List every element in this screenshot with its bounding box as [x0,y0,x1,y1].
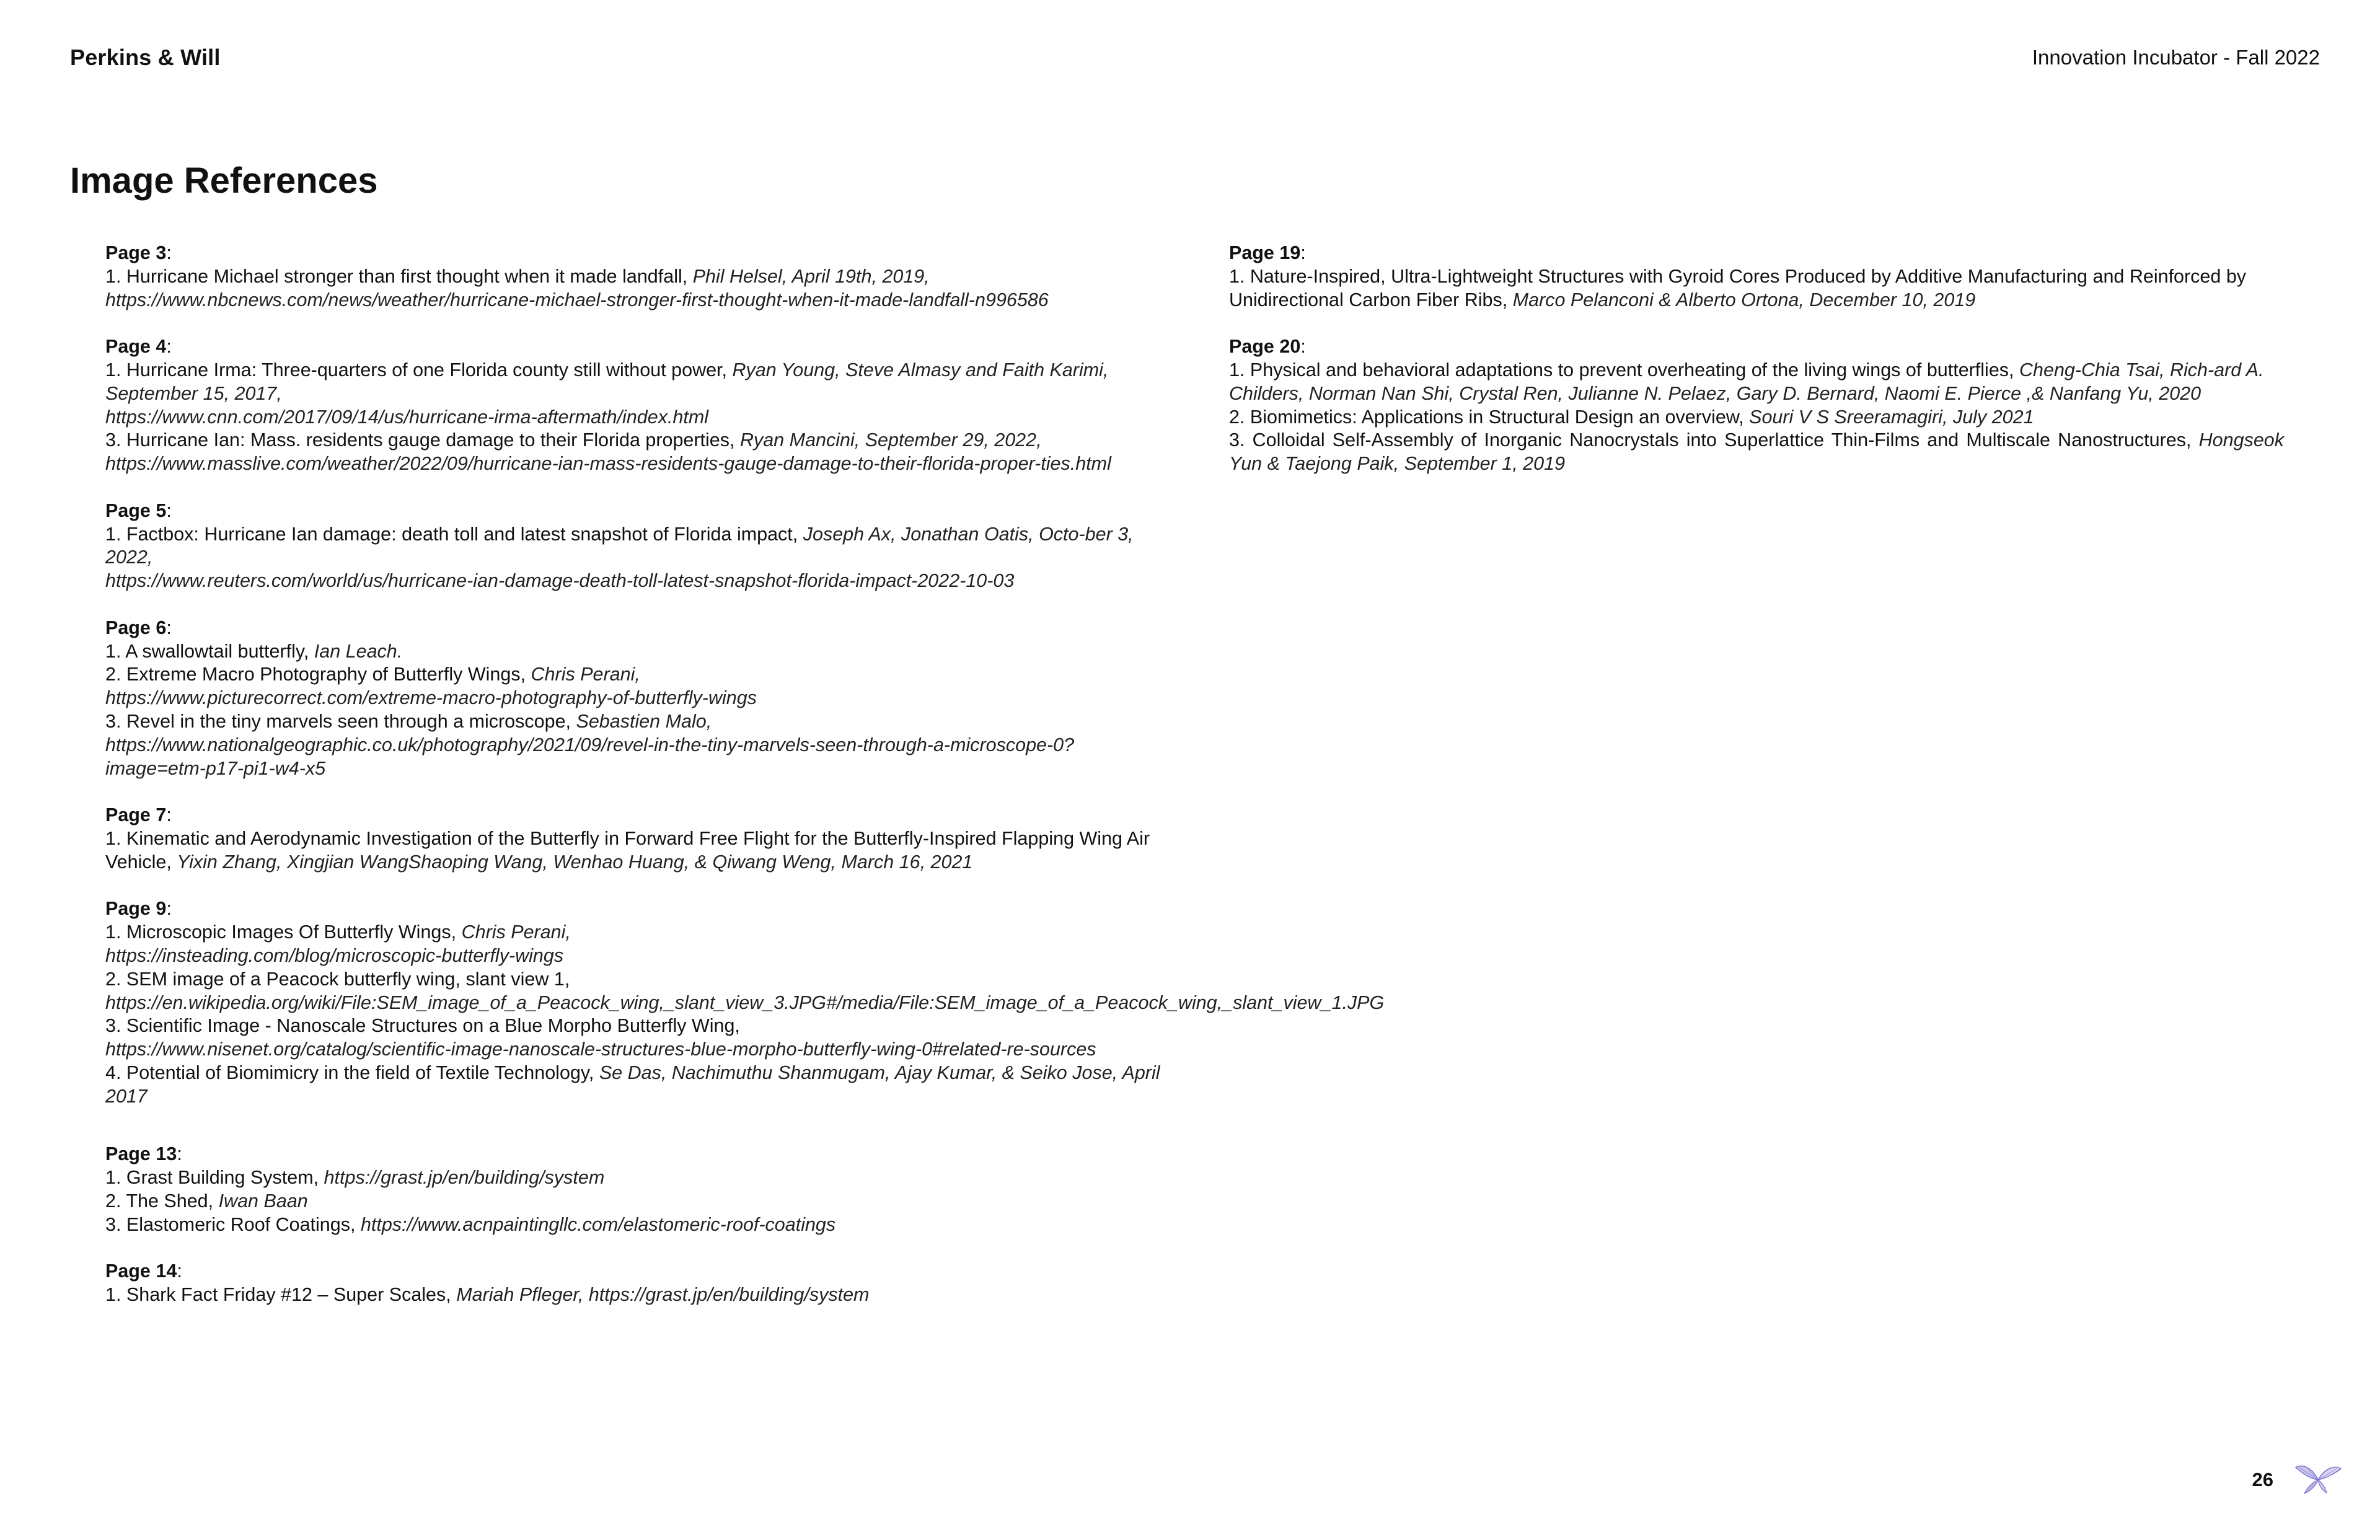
page-label-text: Page 4 [105,336,167,358]
reference-section [105,499,1162,593]
section-page-label: Page 19: [1229,242,1306,263]
reference-entry [1229,359,2284,406]
reference-entry [105,359,1162,429]
reference-citation: Mariah Pfleger, https://grast.jp/en/building/system [456,1284,870,1306]
reference-entry [105,1283,1162,1307]
page-label-text: Page 14 [105,1261,177,1282]
reference-entry [105,1213,1162,1237]
reference-entry [105,640,1162,664]
section-page-label: Page 3: [105,242,172,263]
program-title: Innovation Incubator - Fall 2022 [2032,46,2320,69]
reference-entry [105,827,1162,874]
section-page-label: Page 13: [105,1143,182,1165]
reference-entry [105,663,1162,710]
reference-url[interactable]: https://www.reuters.com/world/us/hurricane-ian-damage-death-toll-latest-snapshot-florida-impact-2022-10-03 [105,570,1015,592]
reference-citation: Iwan Baan [218,1190,308,1212]
reference-url[interactable]: https://www.nbcnews.com/news/weather/hurricane-michael-stronger-first-thought-when-it-made-landfall-n996586 [105,289,1049,310]
reference-url[interactable]: https://en.wikipedia.org/wiki/File:SEM_image_of_a_Peacock_wing,_slant_view_3.JPG#/media/File:SEM_image_of_a_Peacock_wing,_slant_view_1.JPG [105,992,1385,1013]
reference-citation: Ian Leach. [314,640,403,662]
reference-citation: Ryan Young, Steve Almasy and Faith Karimi, September 15, 2017, [105,359,1109,404]
reference-citation: Marco Pelanconi & Alberto Ortona, December 10, 2019 [1512,289,1976,310]
reference-entry [1229,429,2284,476]
reference-title: 3. Revel in the tiny marvels seen through a microscope, [105,710,576,732]
reference-section [105,804,1162,874]
reference-entry [105,523,1162,593]
reference-entry [105,710,1162,780]
reference-citation: Joseph Ax, Jonathan Oatis, Octo-ber 3, 2022, [105,523,1134,568]
reference-title: 3. Hurricane Ian: Mass. residents gauge damage to their Florida properties, [105,429,740,451]
reference-citation: https://www.acnpaintingllc.com/elastomeric-roof-coatings [360,1213,836,1235]
reference-section [105,1260,1162,1307]
reference-title: 2. Biomimetics: Applications in Structural Design an overview, [1229,406,1750,428]
reference-section [1229,335,2284,476]
reference-section [105,335,1162,476]
section-page-label: Page 4: [105,336,172,358]
butterfly-logo-icon [2293,1459,2343,1496]
reference-title: 1. Factbox: Hurricane Ian damage: death toll and latest snapshot of Florida impact, [105,523,803,545]
reference-citation: Souri V S Sreeramagiri, July 2021 [1749,406,2034,428]
references-right-column [1229,242,2284,499]
reference-entry [105,265,1162,312]
reference-title: 2. Extreme Macro Photography of Butterfly Wings, [105,664,531,685]
page-label-text: Page 7 [105,804,167,826]
reference-section [105,242,1162,312]
section-page-label: Page 14: [105,1261,182,1282]
section-page-label: Page 9: [105,898,172,920]
reference-title: 1. Kinematic and Aerodynamic Investigation of the Butterfly in Forward Free Flight for the Butterfly-Inspired Flapping Wing Air Vehicle, [105,827,1150,873]
page-label-text: Page 19 [1229,242,1301,263]
reference-citation: Cheng-Chia Tsai, Rich-ard A. Childers, Norman Nan Shi, Crystal Ren, Julianne N. Pelaez, Gary D. Bernard, Naomi E. Pierce ,& Nanfang Yu, 2020 [1229,359,2264,404]
reference-title: 1. Microscopic Images Of Butterfly Wings, [105,922,462,943]
reference-citation: Yixin Zhang, Xingjian WangShaoping Wang, Wenhao Huang, & Qiwang Weng, March 16, 2021 [177,851,973,873]
reference-title: 2. The Shed, [105,1190,219,1212]
section-page-label: Page 5: [105,499,172,521]
page-label-text: Page 20 [1229,336,1301,358]
reference-entry [105,921,1162,968]
reference-section [105,897,1385,1108]
reference-title: 1. Grast Building System, [105,1167,324,1189]
page-label-text: Page 13 [105,1143,177,1165]
reference-title: 1. Nature-Inspired, Ultra-Lightweight Structures with Gyroid Cores Produced by Additive Manufacturing and Reinforced by Unidirectional Carbon Fiber Ribs, [1229,265,2247,310]
section-page-label: Page 6: [105,617,172,638]
reference-url[interactable]: https://www.nationalgeographic.co.uk/photography/2021/09/revel-in-the-tiny-marvels-seen-through-a-microscope-0?image=etm-p17-pi1-w4-x5 [105,734,1075,779]
reference-title: 3. Colloidal Self-Assembly of Inorganic Nanocrystals into Superlattice Thin-Films and Multiscale Nanostructures, [1229,429,2199,451]
reference-entry [105,1190,1162,1213]
reference-section [1229,242,2284,312]
reference-entry [105,968,1385,1015]
reference-title: 2. SEM image of a Peacock butterfly wing, slant view 1, [105,968,570,990]
reference-citation: Chris Perani, [461,922,571,943]
reference-citation: Se Das, Nachimuthu Shanmugam, Ajay Kumar, & Seiko Jose, April 2017 [105,1062,1160,1107]
reference-url[interactable]: https://www.nisenet.org/catalog/scientific-image-nanoscale-structures-blue-morpho-butterfly-wing-0#related-re-sources [105,1039,1096,1060]
reference-title: 1. Hurricane Irma: Three-quarters of one Florida county still without power, [105,359,733,381]
reference-citation: Phil Helsel, April 19th, 2019, [692,265,930,287]
reference-citation: Hongseok Yun & Taejong Paik, September 1, 2019 [1229,429,2284,475]
page-label-text: Page 3 [105,242,167,263]
reference-url[interactable]: https://www.picturecorrect.com/extreme-macro-photography-of-butterfly-wings [105,687,757,709]
reference-entry [1229,406,2284,429]
section-page-label: Page 7: [105,804,172,826]
page-number: 26 [2252,1469,2273,1490]
reference-title: 4. Potential of Biomimicry in the field of Textile Technology, [105,1062,599,1083]
reference-entry [1229,265,2284,312]
reference-citation: Chris Perani, [531,664,640,685]
reference-url[interactable]: https://www.masslive.com/weather/2022/09/hurricane-ian-mass-residents-gauge-damage-to-their-florida-proper-ties.html [105,453,1111,475]
reference-citation: https://grast.jp/en/building/system [324,1167,605,1189]
reference-title: 3. Scientific Image - Nanoscale Structures on a Blue Morpho Butterfly Wing, [105,1015,740,1037]
reference-title: 1. Shark Fact Friday #12 – Super Scales, [105,1284,457,1306]
section-page-label: Page 20: [1229,336,1306,358]
reference-url[interactable]: https://insteading.com/blog/microscopic-butterfly-wings [105,944,564,966]
page-label-text: Page 5 [105,499,167,521]
reference-section [105,617,1162,781]
reference-title: 3. Elastomeric Roof Coatings, [105,1213,361,1235]
reference-section [105,1143,1162,1236]
reference-title: 1. Hurricane Michael stronger than first thought when it made landfall, [105,265,693,287]
reference-entry [105,1062,1162,1109]
reference-url[interactable]: https://www.cnn.com/2017/09/14/us/hurricane-irma-aftermath/index.html [105,406,709,428]
reference-entry [105,1166,1162,1190]
reference-entry [105,429,1162,476]
page-label-text: Page 6 [105,617,167,638]
page-title: Image References [70,161,378,201]
page-label-text: Page 9 [105,898,167,920]
reference-entry [105,1014,1162,1062]
reference-title: 1. A swallowtail butterfly, [105,640,314,662]
firm-name: Perkins & Will [70,45,221,70]
reference-title: 1. Physical and behavioral adaptations to prevent overheating of the living wings of butterflies, [1229,359,2019,381]
reference-citation: Sebastien Malo, [576,710,712,732]
reference-citation: Ryan Mancini, September 29, 2022, [739,429,1042,451]
